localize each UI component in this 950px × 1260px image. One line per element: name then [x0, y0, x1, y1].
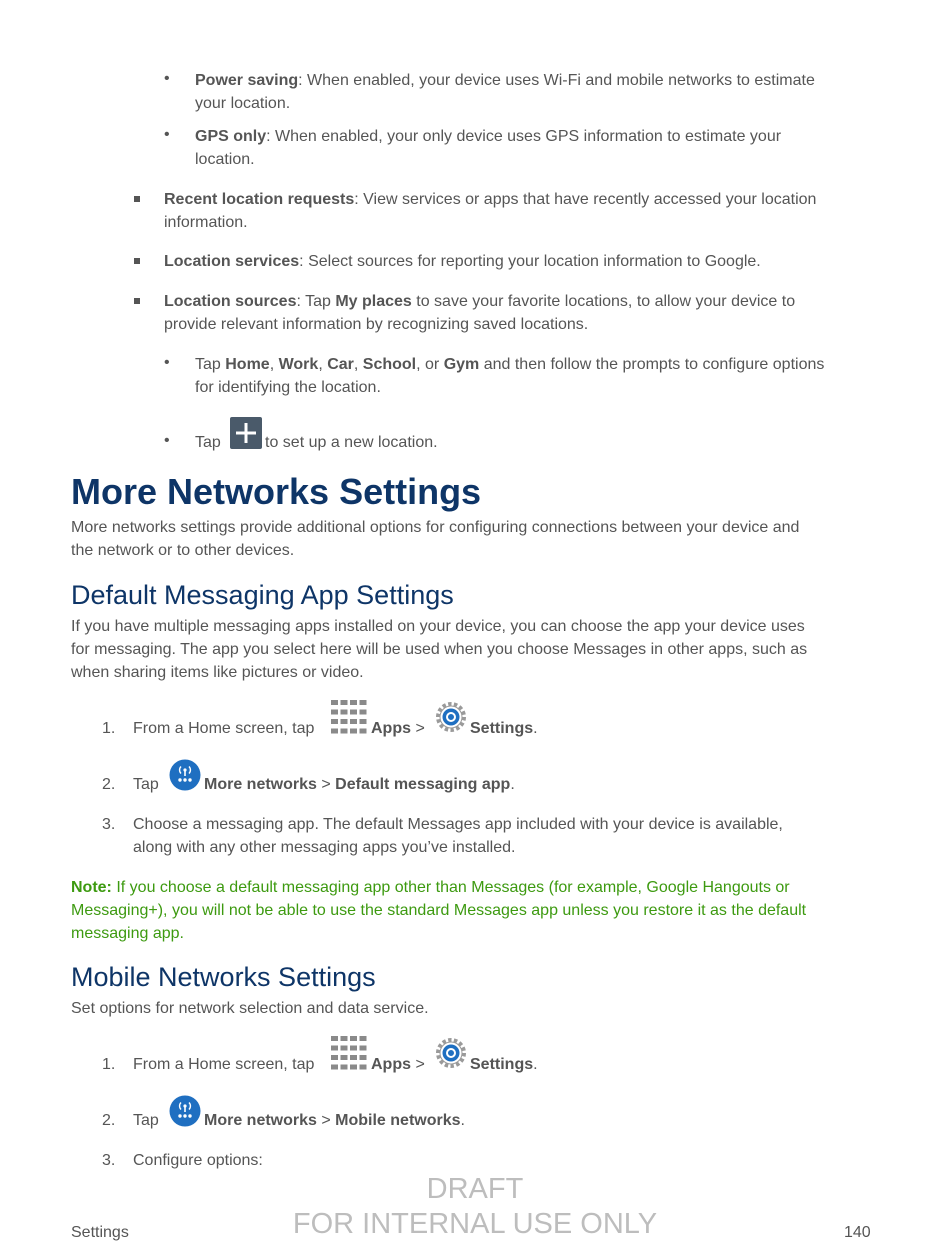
mns-step1-settings: Settings.: [470, 1056, 538, 1073]
section-heading-mobile-networks: Mobile Networks Settings: [71, 962, 376, 992]
more-desc-line1: More networks settings provide additional options for configuring connections between your device and: [71, 519, 800, 536]
mns-step2-tap: Tap: [133, 1112, 159, 1129]
step-number: 2.: [102, 1112, 116, 1129]
location-sources-line1: Location sources: Tap My places to save your favorite locations, to allow your device to: [164, 293, 796, 310]
gps-only-line2: location.: [195, 151, 255, 168]
square-bullet: [134, 196, 140, 202]
page-number: 140: [844, 1224, 871, 1241]
recent-requests-line1: Recent location requests: View services or apps that have recently accessed your location: [164, 191, 817, 208]
power-saving-line1: Power saving: When enabled, your device uses Wi-Fi and mobile networks to estimate: [195, 72, 815, 89]
mns-step3-text: Configure options:: [133, 1152, 263, 1169]
more-desc-line2: the network or to other devices.: [71, 542, 295, 559]
plus-icon: [230, 417, 262, 449]
mns-step2-text: More networks > Mobile networks.: [204, 1112, 465, 1129]
bullet: •: [164, 432, 170, 449]
dma-step1-apps: Apps >: [371, 720, 425, 737]
tap-plus-line-end: to set up a new location.: [265, 434, 438, 451]
bullet: •: [164, 70, 170, 87]
bullet: •: [164, 126, 170, 143]
dma-step2-text: More networks > Default messaging app.: [204, 776, 515, 793]
settings-gear-icon: [435, 1037, 467, 1069]
apps-grid-icon: [331, 700, 367, 734]
step-number: 3.: [102, 816, 116, 833]
dma-step2-tap: Tap: [133, 776, 159, 793]
draft-watermark-line1: DRAFT: [426, 1173, 524, 1205]
location-sources-line2: provide relevant information by recognizing saved locations.: [164, 316, 589, 333]
more-networks-icon: [169, 759, 201, 791]
step-number: 2.: [102, 776, 116, 793]
section-heading-default-messaging: Default Messaging App Settings: [71, 580, 454, 610]
note-line1: Note: If you choose a default messaging app other than Messages (for example, Google Hangouts or: [71, 879, 790, 896]
note-line3: messaging app.: [71, 925, 184, 942]
note-line2: Messaging+), you will not be able to use the standard Messages app unless you restore it as the default: [71, 902, 807, 919]
dma-paragraph-line3: when sharing items like pictures or video.: [71, 664, 364, 681]
bullet: •: [164, 354, 170, 371]
step-number: 3.: [102, 1152, 116, 1169]
dma-step1-settings: Settings.: [470, 720, 538, 737]
power-saving-line2: your location.: [195, 95, 291, 112]
footer-section-name: Settings: [71, 1224, 129, 1241]
square-bullet: [134, 298, 140, 304]
tap-plus-line: Tap: [195, 434, 221, 451]
gps-only-line1: GPS only: When enabled, your only device uses GPS information to estimate your: [195, 128, 782, 145]
settings-gear-icon: [435, 701, 467, 733]
mns-step1-apps: Apps >: [371, 1056, 425, 1073]
dma-paragraph-line1: If you have multiple messaging apps installed on your device, you can choose the app your device uses: [71, 618, 805, 635]
mns-desc: Set options for network selection and data service.: [71, 1000, 429, 1017]
square-bullet: [134, 258, 140, 264]
dma-step3-line2: along with any other messaging apps you’ve installed.: [133, 839, 516, 856]
page-title: More Networks Settings: [71, 471, 482, 512]
recent-requests-line2: information.: [164, 214, 248, 231]
more-networks-icon: [169, 1095, 201, 1127]
step-number: 1.: [102, 720, 116, 737]
dma-step3-line1: Choose a messaging app. The default Messages app included with your device is available,: [133, 816, 783, 833]
mns-step1-text: From a Home screen, tap: [133, 1056, 315, 1073]
dma-paragraph-line2: for messaging. The app you select here will be used when you choose Messages in other apps, such as: [71, 641, 808, 658]
apps-grid-icon: [331, 1036, 367, 1070]
tap-home-line2: for identifying the location.: [195, 379, 381, 396]
tap-home-line1: Tap Home, Work, Car, School, or Gym and then follow the prompts to configure options: [195, 356, 825, 373]
step-number: 1.: [102, 1056, 116, 1073]
dma-step1-text: From a Home screen, tap: [133, 720, 315, 737]
draft-watermark-line2: FOR INTERNAL USE ONLY: [292, 1208, 658, 1240]
location-services-line: Location services: Select sources for reporting your location information to Google.: [164, 253, 761, 270]
